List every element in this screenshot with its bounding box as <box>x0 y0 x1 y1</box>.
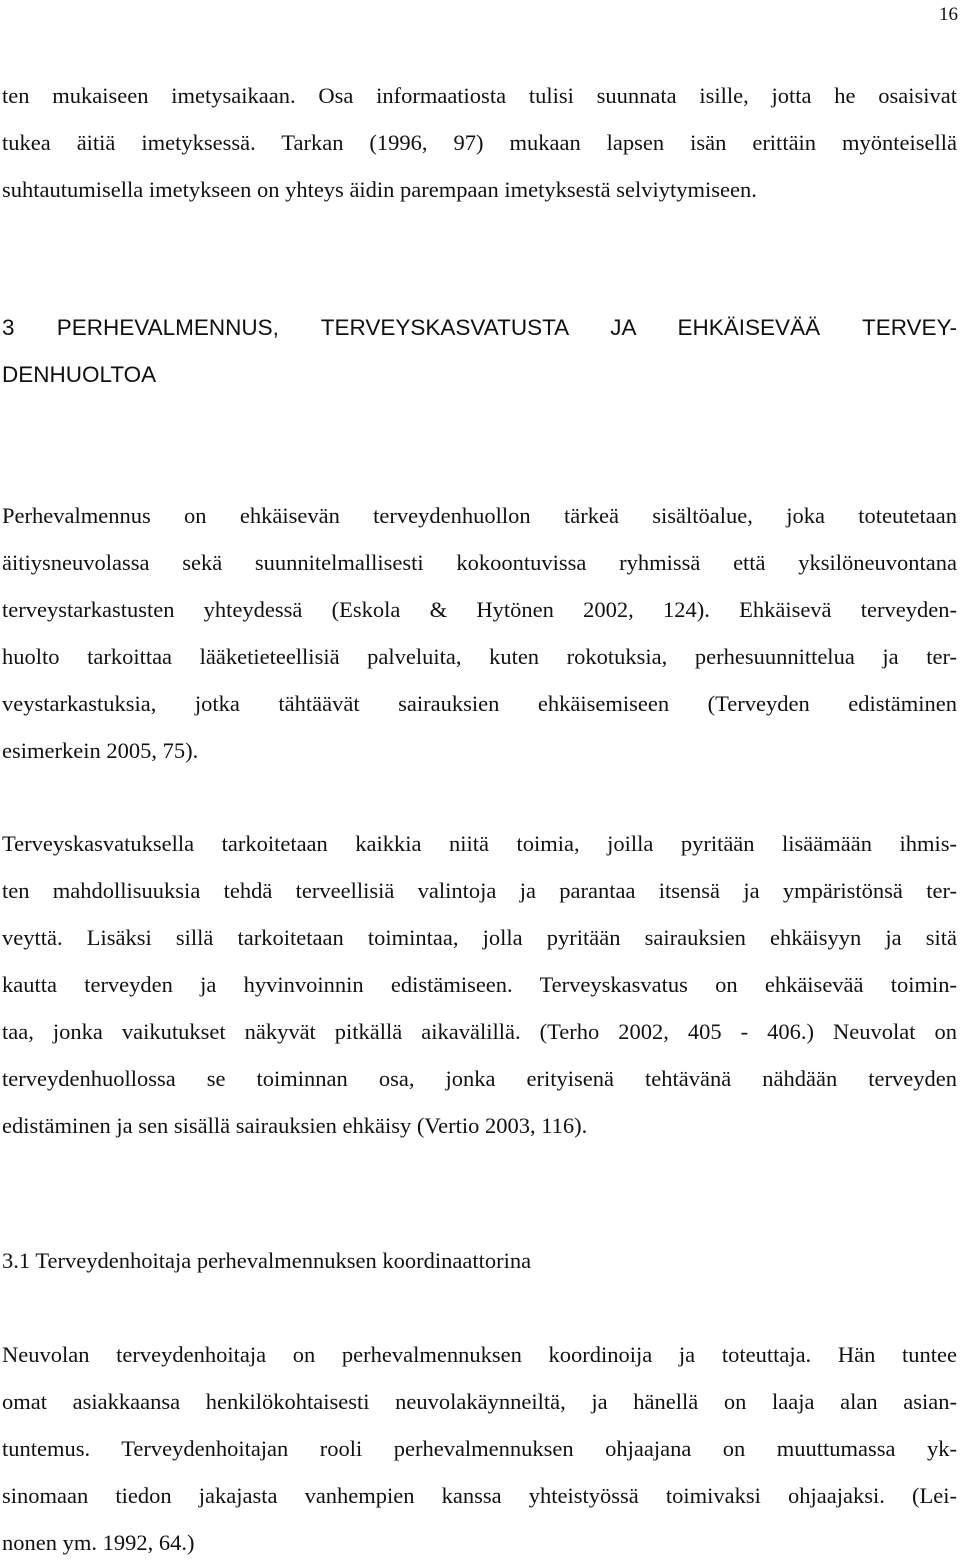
text-line: sinomaan tiedon jakajasta vanhempien kanssa yhteistyössä toimivaksi ohjaajaksi. (Lei- <box>2 1483 957 1508</box>
subsection-heading <box>2 1237 957 1284</box>
text-line: terveystarkastusten yhteydessä (Eskola & Hytönen 2002, 124). Ehkäisevä terveyden- <box>2 597 957 622</box>
page-number: 16 <box>939 4 958 25</box>
subsection-paragraph <box>2 1331 957 1566</box>
text-line: terveydenhuollossa se toiminnan osa, jonka erityisenä tehtävänä nähdään terveyden <box>2 1066 957 1091</box>
heading-line: 3.1 Terveydenhoitaja perhevalmennuksen koordinaattorina <box>2 1248 532 1273</box>
text-line: edistäminen ja sen sisällä sairauksien ehkäisy (Vertio 2003, 116). <box>2 1113 588 1138</box>
section-paragraph-2 <box>2 820 957 1149</box>
text-line: Neuvolan terveydenhoitaja on perhevalmennuksen koordinoija ja toteuttaja. Hän tuntee <box>2 1342 957 1367</box>
text-line: Perhevalmennus on ehkäisevän terveydenhuollon tärkeä sisältöalue, joka toteutetaan <box>2 503 957 528</box>
text-line: omat asiakkaansa henkilökohtaisesti neuvolakäynneiltä, ja hänellä on laaja alan asian- <box>2 1389 957 1414</box>
text-line: nonen ym. 1992, 64.) <box>2 1530 195 1555</box>
text-line: veyttä. Lisäksi sillä tarkoitetaan toimintaa, jolla pyritään sairauksien ehkäisyyn ja sitä <box>2 925 957 950</box>
heading-line: DENHUOLTOA <box>2 362 157 387</box>
text-line: suhtautumisella imetykseen on yhteys äidin parempaan imetyksestä selviytymiseen. <box>2 177 757 202</box>
text-line: esimerkein 2005, 75). <box>2 738 199 763</box>
intro-paragraph <box>2 72 957 213</box>
heading-line: 3 PERHEVALMENNUS, TERVEYSKASVATUSTA JA EHKÄISEVÄÄ TERVEY- <box>2 315 957 340</box>
text-line: tukea äitiä imetyksessä. Tarkan (1996, 97) mukaan lapsen isän erittäin myönteisellä <box>2 130 957 155</box>
text-line: taa, jonka vaikutukset näkyvät pitkällä aikavälillä. (Terho 2002, 405 - 406.) Neuvolat on <box>2 1019 957 1044</box>
text-line: Terveyskasvatuksella tarkoitetaan kaikkia niitä toimia, joilla pyritään lisäämään ihmis- <box>2 831 957 856</box>
text-line: kautta terveyden ja hyvinvoinnin edistämiseen. Terveyskasvatus on ehkäisevää toimin- <box>2 972 957 997</box>
section-paragraph-1 <box>2 492 957 774</box>
text-line: ten mahdollisuuksia tehdä terveellisiä valintoja ja parantaa itsensä ja ympäristönsä ter- <box>2 878 957 903</box>
section-heading <box>2 304 957 398</box>
text-line: ten mukaiseen imetysaikaan. Osa informaatiosta tulisi suunnata isille, jotta he osaisivat <box>2 83 957 108</box>
text-line: tuntemus. Terveydenhoitajan rooli perhevalmennuksen ohjaajana on muuttumassa yk- <box>2 1436 957 1461</box>
text-line: veystarkastuksia, jotka tähtäävät sairauksien ehkäisemiseen (Terveyden edistäminen <box>2 691 957 716</box>
text-line: äitiysneuvolassa sekä suunnitelmallisesti kokoontuvissa ryhmissä että yksilöneuvontana <box>2 550 957 575</box>
text-line: huolto tarkoittaa lääketieteellisiä palveluita, kuten rokotuksia, perhesuunnittelua ja ter- <box>2 644 957 669</box>
